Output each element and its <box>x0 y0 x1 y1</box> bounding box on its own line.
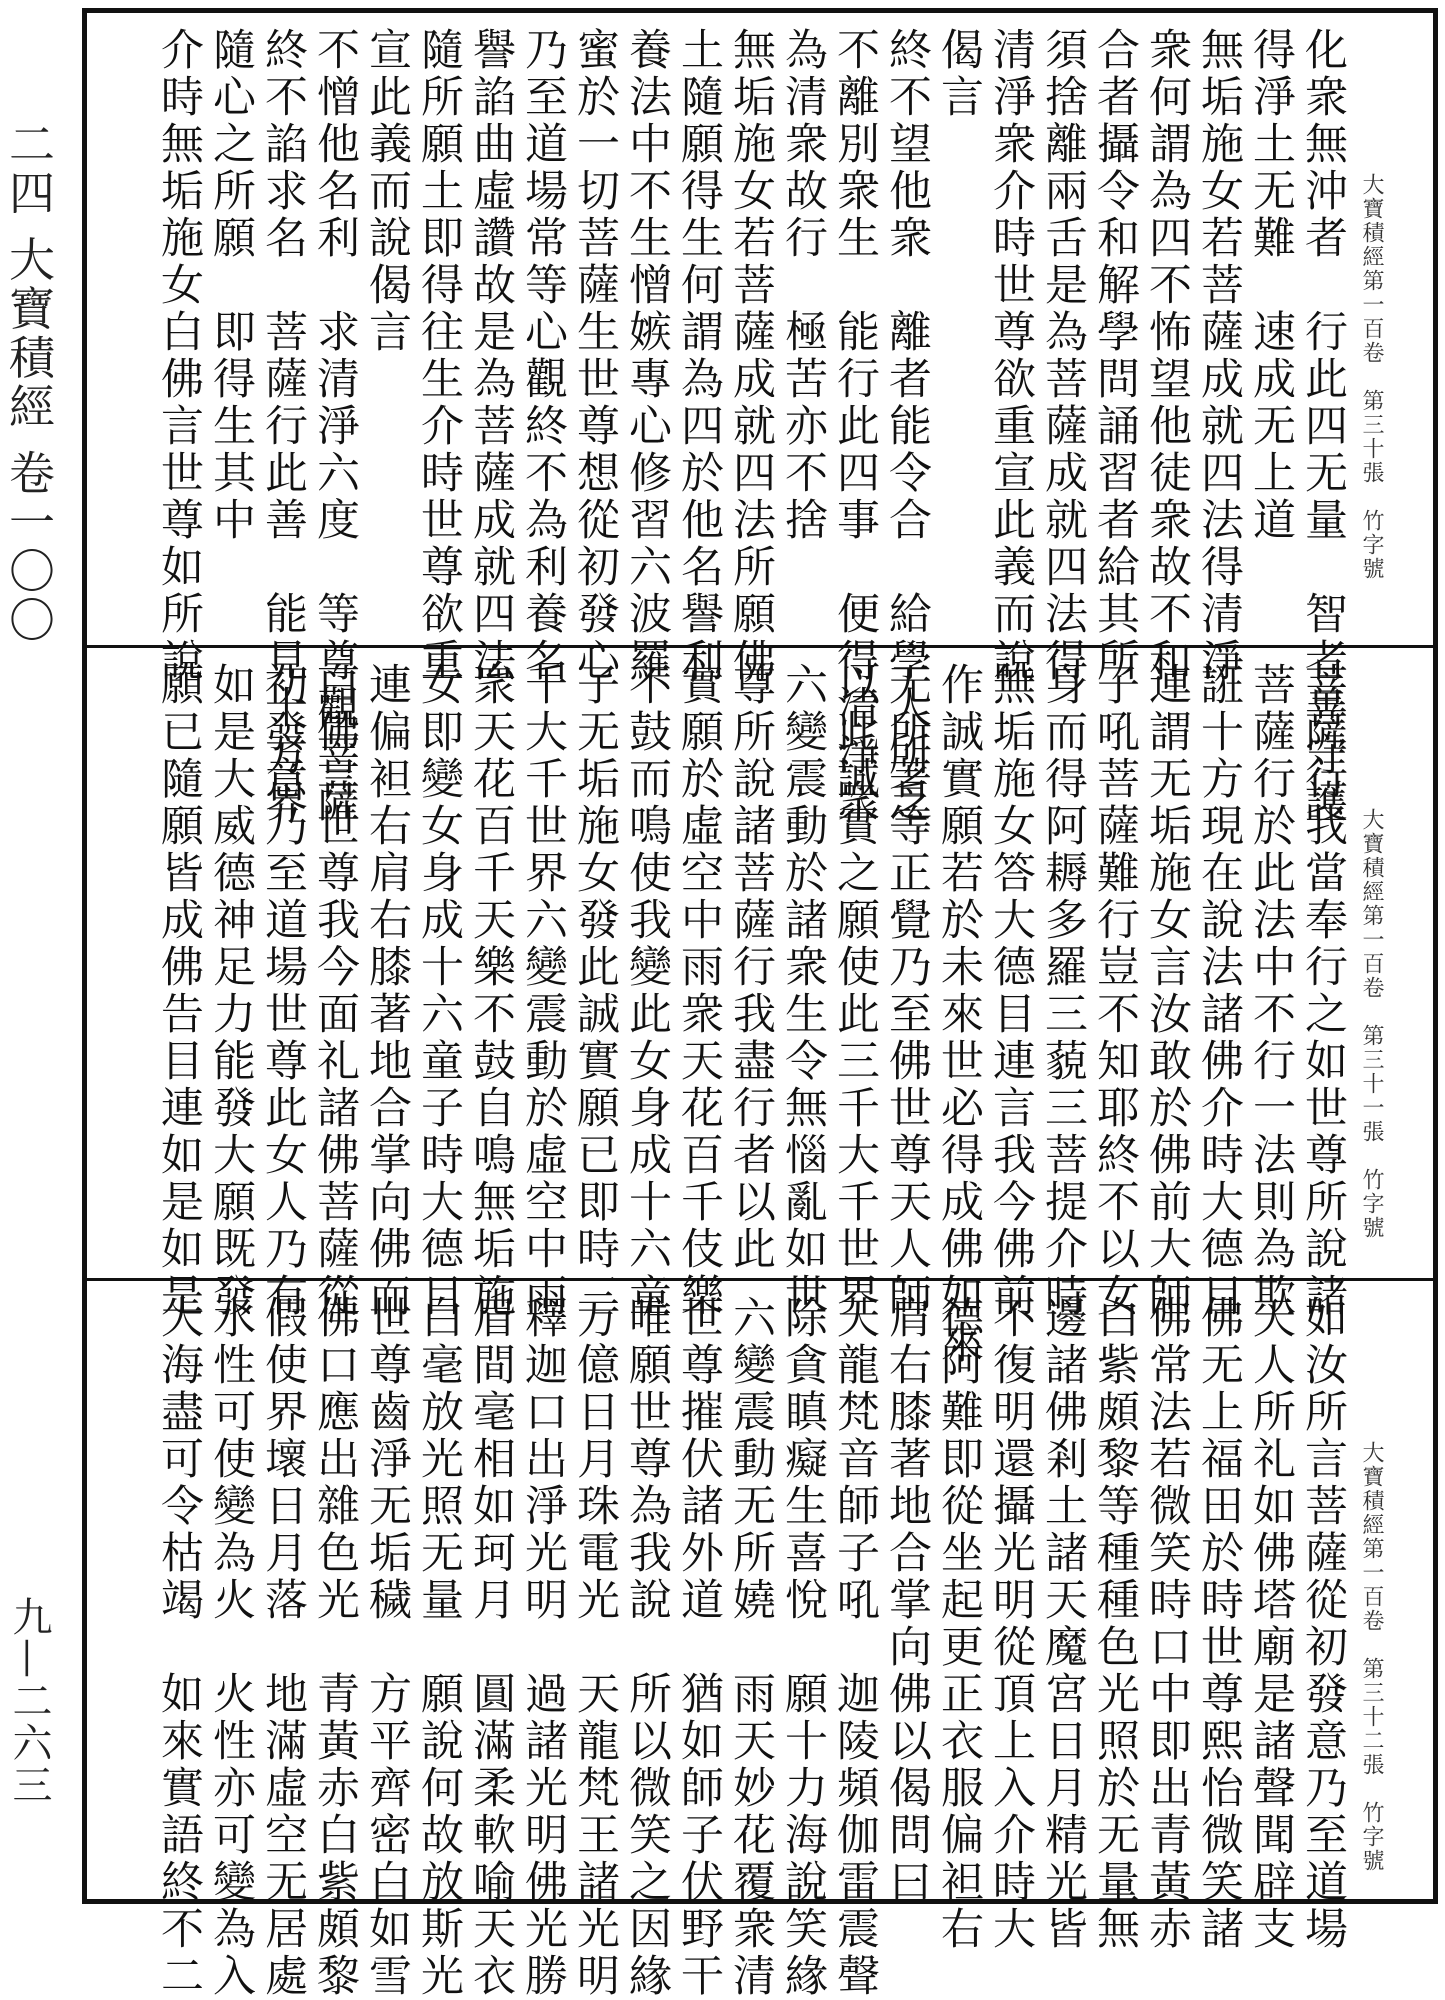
text-column: 尊所說諸菩薩行我盡行者以此 <box>726 662 776 1273</box>
text-column: 不鼓而鳴使我變此女身成十六童 <box>622 662 672 1320</box>
text-column: 子无垢施女發此誠實願已即時三 <box>570 662 620 1320</box>
text-column: 无所著等正覺乃至佛世尊天人師 <box>882 662 932 1320</box>
text-column: 譽諂曲虛讚故是為菩薩成就四法 <box>466 27 516 685</box>
text-column: 千大千世界六變震動於虛空中雨 <box>518 662 568 1320</box>
text-column: 終不望他衆 離者能令合 給學人所乏 <box>882 27 932 826</box>
text-column: 無垢施女若菩薩成就四法所願佛 <box>726 27 776 685</box>
text-column: 佛口應出雜色光 青黃赤白紫頗黎 <box>310 1295 360 2000</box>
text-column: 天龍梵音師子吼 迦陵頻伽雷震聲 <box>830 1295 880 2000</box>
text-column: 水性可使變為火 火性亦可變為入 <box>206 1295 256 2000</box>
page-frame <box>82 8 1438 2000</box>
text-column: 不離別衆生 能行此四事 便得清淨衆 <box>830 27 880 826</box>
text-column: 蜜於一切菩薩生世尊想從初發心 <box>570 27 620 685</box>
text-column: 願已隨願皆成佛告目連如是如是 <box>154 662 204 1320</box>
text-column: 白紫頗黎等種種色光照於无量無 <box>1090 1295 1140 1953</box>
panel-text <box>154 1295 1349 2000</box>
text-column: 土隨願得生何謂為四於他名譽利 <box>674 27 724 685</box>
text-column: 六變震動无所嬈 雨天妙花覆衆清 <box>726 1295 776 2000</box>
text-column: 初發意乃至道場世尊此女人乃有 <box>258 662 308 1320</box>
text-column: 肩右膝著地合掌向佛以偈問曰 <box>882 1295 932 1906</box>
text-column: 假使界壞日月落 地滿虛空无居處 <box>258 1295 308 2000</box>
text-column: 如是大威德神足力能發大願既發 <box>206 662 256 1320</box>
text-column: 為清衆故行 極苦亦不捨 <box>778 27 828 544</box>
text-column: 唯願世尊為我說 所以微笑之因緣 <box>622 1295 672 2000</box>
text-column: 介時無垢施女白佛言世尊如所說 <box>154 27 204 685</box>
text-column: 六變震動於諸衆生令無惱亂如世 <box>778 662 828 1320</box>
panel-text <box>154 27 1349 826</box>
text-column: 隨心之所願 即得生其中 <box>206 27 256 544</box>
panel-bottom <box>87 1281 1433 2000</box>
text-column: 實願於虛空中雨衆天花百千伎樂 <box>674 662 724 1320</box>
running-header: 大寶積經第一百卷 第三十二張 竹字號 <box>1359 1441 1384 1873</box>
text-column: 如汝所言菩薩從初發意乃至道場 <box>1298 1295 1348 1953</box>
text-column: 終不諂求名 菩薩行此善 能見十方界 <box>258 27 308 826</box>
text-column: 衆天花百千天樂不鼓自鳴無垢施 <box>466 662 516 1320</box>
text-column: 菩薩行我當奉行之如世尊所說諸 <box>1298 662 1348 1320</box>
text-column: 佛常法若微笑時口中即出青黃赤 <box>1142 1295 1192 1953</box>
text-column: 清淨衆介時世尊欲重宣此義而說 <box>986 27 1036 685</box>
text-column: 合者攝令和解學問誦習者給其所 <box>1090 27 1140 685</box>
running-header: 大寶積經第一百卷 第三十張 竹字號 <box>1359 173 1384 581</box>
text-column: 除貪瞋癡生喜悅 願十力海說笑緣 <box>778 1295 828 2000</box>
text-column: 大海盡可令枯竭 如來實語終不二 <box>154 1295 204 2000</box>
text-column: 女即變女身成十六童子時大德目 <box>414 662 464 1320</box>
text-column: 不復明還攝光明從頂上入介時大 <box>986 1295 1036 1953</box>
text-column: 宣此義而說偈言 <box>362 27 412 356</box>
text-column: 連謂无垢施女言汝敢於佛前大師 <box>1142 662 1192 1320</box>
text-column: 乃至道場常等心觀終不為利養名 <box>518 27 568 685</box>
text-column: 白毫放光照无量 願說何故放斯光 <box>414 1295 464 2000</box>
margin-title: 二四 大寶積經 卷一〇〇 <box>2 120 56 646</box>
text-column: 世尊摧伏諸外道 猶如師子伏野干 <box>674 1295 724 2000</box>
panel-top <box>87 13 1433 826</box>
text-column: 世尊齒淨无垢穢 方平齊密白如雪 <box>362 1295 412 2000</box>
text-column: 身而得阿耨多羅三藐三菩提介時 <box>1038 662 1088 1320</box>
running-header: 大寶積經第一百卷 第三十一張 竹字號 <box>1359 808 1384 1240</box>
text-column: 釋迦口出淨光明 過諸光明佛光勝 <box>518 1295 568 2000</box>
text-column: 德阿難即從坐起更正衣服偏袒右 <box>934 1295 984 1953</box>
text-column: 誑十方現在說法諸佛介時大德目 <box>1194 662 1244 1320</box>
text-column: 無垢施女答大德目連言我今佛前 <box>986 662 1036 1320</box>
text-column: 衆何謂為四不怖望他徒衆故不和 <box>1142 27 1192 685</box>
text-column: 連偏袒右肩右膝著地合掌向佛而 <box>362 662 412 1320</box>
text-column: 白佛言世尊我今面礼諸佛菩薩從 <box>310 662 360 1320</box>
text-column: 得淨土无難 速成无上道 <box>1246 27 1296 544</box>
text-column: 菩薩行於此法中不行一法則為欺 <box>1246 662 1296 1320</box>
text-column: 子吼菩薩難行豈不知耶終不以女 <box>1090 662 1140 1320</box>
text-column: 作誠實願若於未來世必得成佛如來 <box>934 662 984 1367</box>
panel-middle <box>87 645 1433 1367</box>
panel-text <box>154 662 1349 1367</box>
text-column: 須捨離兩舌是為菩薩成就四法得 <box>1038 27 1088 685</box>
text-column: 万億日月珠電光 天龍梵王諸光明 <box>570 1295 620 2000</box>
text-column: 不憎他名利 求清淨六度 等尊觀菩薩 <box>310 27 360 826</box>
text-column: 養法中不生憎嫉專心修習六波羅 <box>622 27 672 685</box>
text-column: 以此誠實之願使此三千大千世界 <box>830 662 880 1320</box>
text-column: 偈言 <box>934 27 984 121</box>
text-column: 隨所願土即得往生介時世尊欲重 <box>414 27 464 685</box>
text-column: 眉間毫相如珂月 圓滿柔軟喻天衣 <box>466 1295 516 2000</box>
text-column: 邊諸佛剎土諸天魔宮日月精光皆 <box>1038 1295 1088 1953</box>
text-column: 天人所礼如佛塔廟是諸聲聞辟支 <box>1246 1295 1296 1953</box>
text-column: 無垢施女若菩薩成就四法得清淨 <box>1194 27 1244 685</box>
text-column: 化衆無沖者 行此四无量 智者善守護 <box>1298 27 1348 826</box>
text-column: 佛无上福田於時世尊熙怡微笑諸 <box>1194 1295 1244 1953</box>
margin-page-number: 九—二六三 <box>6 1596 52 1806</box>
